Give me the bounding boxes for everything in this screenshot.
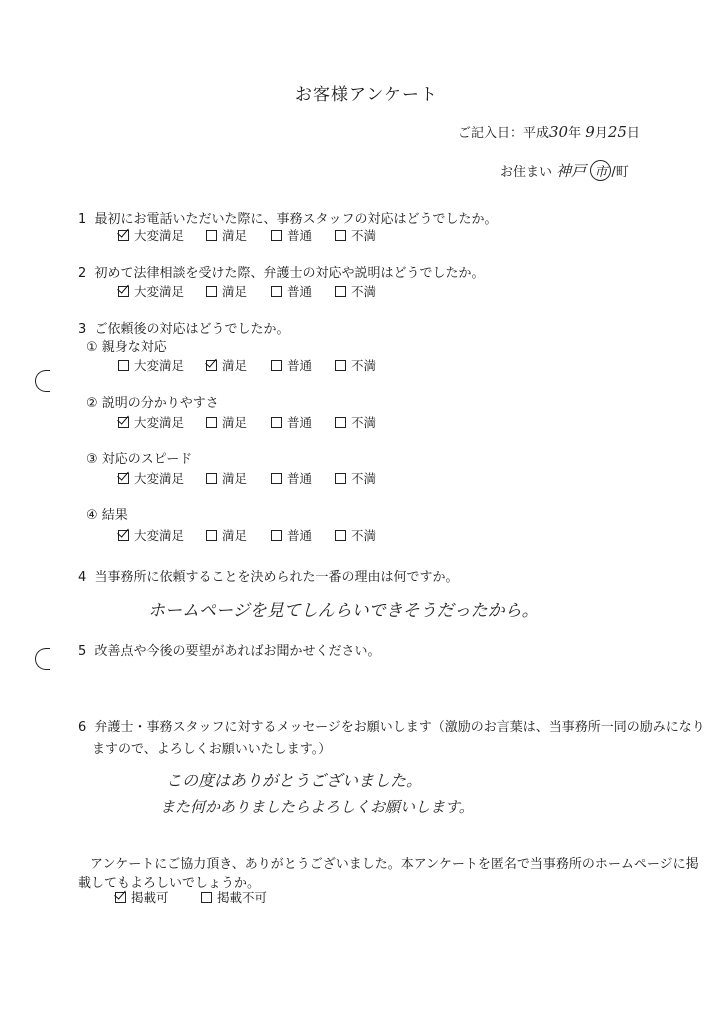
q4-answer: ホームページを見てしんらいできそうだったから。 [148, 601, 539, 621]
q6-answer-line-1: この度はありがとうございました。 [166, 771, 423, 790]
checkbox-icon[interactable] [271, 286, 282, 297]
q2-option-neutral[interactable]: 普通 [271, 282, 335, 300]
publish-options [115, 888, 267, 906]
question-3-number: 3 [78, 322, 87, 337]
question-4-text: 当事務所に依頼することを決められた一番の理由は何ですか。 [94, 570, 459, 585]
checkbox-icon[interactable] [118, 360, 129, 371]
question-1-number: 1 [78, 212, 87, 227]
q3-3-option-dissatisfied[interactable]: 不満 [335, 469, 376, 487]
q3-2-option-satisfied[interactable]: 満足 [206, 413, 271, 431]
question-6 [78, 716, 705, 735]
question-3-text: ご依頼後の対応はどうでしたか。 [94, 322, 290, 337]
question-6-text-1: 弁護士・事務スタッフに対するメッセージをお願いします（激励のお言葉は、当事務所一同の励みになり [94, 720, 705, 735]
entry-date-year: 30 [549, 123, 569, 141]
q3-4-option-neutral[interactable]: 普通 [271, 526, 335, 544]
punch-hole-bottom [35, 648, 50, 670]
entry-date-day-unit: 日 [626, 126, 640, 141]
checkbox-icon[interactable] [118, 286, 129, 297]
q3-3-options [118, 469, 376, 487]
q1-options [118, 226, 376, 244]
checkbox-icon[interactable] [335, 473, 346, 484]
q2-option-dissatisfied[interactable]: 不満 [335, 282, 376, 300]
question-5-text: 改善点や今後の要望があればお聞かせください。 [94, 644, 381, 659]
q3-3-option-very-satisfied[interactable]: 大変満足 [118, 469, 206, 487]
q3-sub1-label: ① 親身な対応 [86, 340, 167, 355]
residence [500, 160, 629, 181]
q1-option-neutral[interactable]: 普通 [271, 226, 335, 244]
publish-text-1: アンケートにご協力頂き、ありがとうございました。本アンケートを匿名で当事務所のホームページに掲 [90, 857, 699, 872]
q3-2-options [118, 413, 376, 431]
question-5-number: 5 [78, 644, 87, 659]
question-4-number: 4 [78, 570, 87, 585]
residence-city: 神戸 [556, 162, 587, 180]
q6-answer-line-2: また何かありましたらよろしくお願いします。 [160, 798, 474, 816]
q3-2-option-very-satisfied[interactable]: 大変満足 [118, 413, 206, 431]
page-title: お客様アンケート [295, 85, 438, 105]
q3-1-option-neutral[interactable]: 普通 [271, 356, 335, 374]
checkbox-icon[interactable] [271, 473, 282, 484]
question-1 [78, 208, 498, 227]
residence-town-unit: 町 [615, 165, 629, 180]
q3-4-option-dissatisfied[interactable]: 不満 [335, 526, 376, 544]
publish-text-2: 載してもよろしいでしょうか。 [78, 876, 261, 891]
checkbox-icon[interactable] [206, 360, 217, 371]
checkbox-icon[interactable] [206, 473, 217, 484]
publish-option-no[interactable]: 掲載不可 [201, 888, 267, 906]
publish-option-yes[interactable]: 掲載可 [115, 888, 201, 906]
checkbox-icon[interactable] [335, 530, 346, 541]
entry-date-month-unit: 月 [594, 126, 608, 141]
checkbox-icon[interactable] [118, 530, 129, 541]
q3-3-option-satisfied[interactable]: 満足 [206, 469, 271, 487]
checkbox-icon[interactable] [271, 230, 282, 241]
checkbox-icon[interactable] [118, 473, 129, 484]
checkbox-icon[interactable] [118, 230, 129, 241]
question-6-text-2: ますので、よろしくお願いいたします。） [92, 742, 332, 757]
question-4 [78, 566, 459, 585]
checkbox-icon[interactable] [271, 530, 282, 541]
checkbox-icon[interactable] [206, 230, 217, 241]
checkbox-icon[interactable] [271, 360, 282, 371]
checkbox-icon[interactable] [335, 286, 346, 297]
checkbox-icon[interactable] [115, 892, 126, 903]
question-2-text: 初めて法律相談を受けた際、弁護士の対応や説明はどうでしたか。 [94, 266, 485, 281]
q3-sub2-label: ② 説明の分かりやすさ [86, 396, 219, 411]
q3-4-options [118, 526, 376, 544]
checkbox-icon[interactable] [335, 417, 346, 428]
question-2-number: 2 [78, 266, 87, 281]
residence-label: お住まい [500, 165, 553, 180]
entry-date-label: ご記入日：平成 [458, 126, 550, 141]
question-5 [78, 640, 381, 659]
entry-date-year-unit: 年 [568, 126, 582, 141]
checkbox-icon[interactable] [335, 360, 346, 371]
q3-2-option-neutral[interactable]: 普通 [271, 413, 335, 431]
q3-sub4-label: ④ 結果 [86, 508, 128, 523]
q3-sub3-label: ③ 対応のスピード [86, 452, 193, 467]
q3-1-option-satisfied[interactable]: 満足 [206, 356, 271, 374]
q2-option-very-satisfied[interactable]: 大変満足 [118, 282, 206, 300]
entry-date [458, 122, 640, 141]
q2-options [118, 282, 376, 300]
checkbox-icon[interactable] [206, 417, 217, 428]
checkbox-icon[interactable] [118, 417, 129, 428]
question-1-text: 最初にお電話いただいた際に、事務スタッフの対応はどうでしたか。 [94, 212, 498, 227]
q3-1-option-very-satisfied[interactable]: 大変満足 [118, 356, 206, 374]
question-2 [78, 262, 485, 281]
q1-option-very-satisfied[interactable]: 大変満足 [118, 226, 206, 244]
entry-date-month: 9 [585, 123, 595, 141]
q3-1-options [118, 356, 376, 374]
q3-2-option-dissatisfied[interactable]: 不満 [335, 413, 376, 431]
q3-4-option-satisfied[interactable]: 満足 [206, 526, 271, 544]
q3-1-option-dissatisfied[interactable]: 不満 [335, 356, 376, 374]
entry-date-day: 25 [607, 123, 627, 141]
punch-hole-top [35, 370, 50, 392]
q1-option-dissatisfied[interactable]: 不満 [335, 226, 376, 244]
residence-city-unit: 市 [590, 160, 611, 181]
q2-option-satisfied[interactable]: 満足 [206, 282, 271, 300]
q3-3-option-neutral[interactable]: 普通 [271, 469, 335, 487]
question-3 [78, 318, 290, 337]
q3-4-option-very-satisfied[interactable]: 大変満足 [118, 526, 206, 544]
question-6-number: 6 [78, 720, 87, 735]
q1-option-satisfied[interactable]: 満足 [206, 226, 271, 244]
checkbox-icon[interactable] [335, 230, 346, 241]
checkbox-icon[interactable] [206, 286, 217, 297]
checkbox-icon[interactable] [271, 417, 282, 428]
residence-slash: / [611, 165, 616, 180]
checkbox-icon[interactable] [201, 892, 212, 903]
checkbox-icon[interactable] [206, 530, 217, 541]
